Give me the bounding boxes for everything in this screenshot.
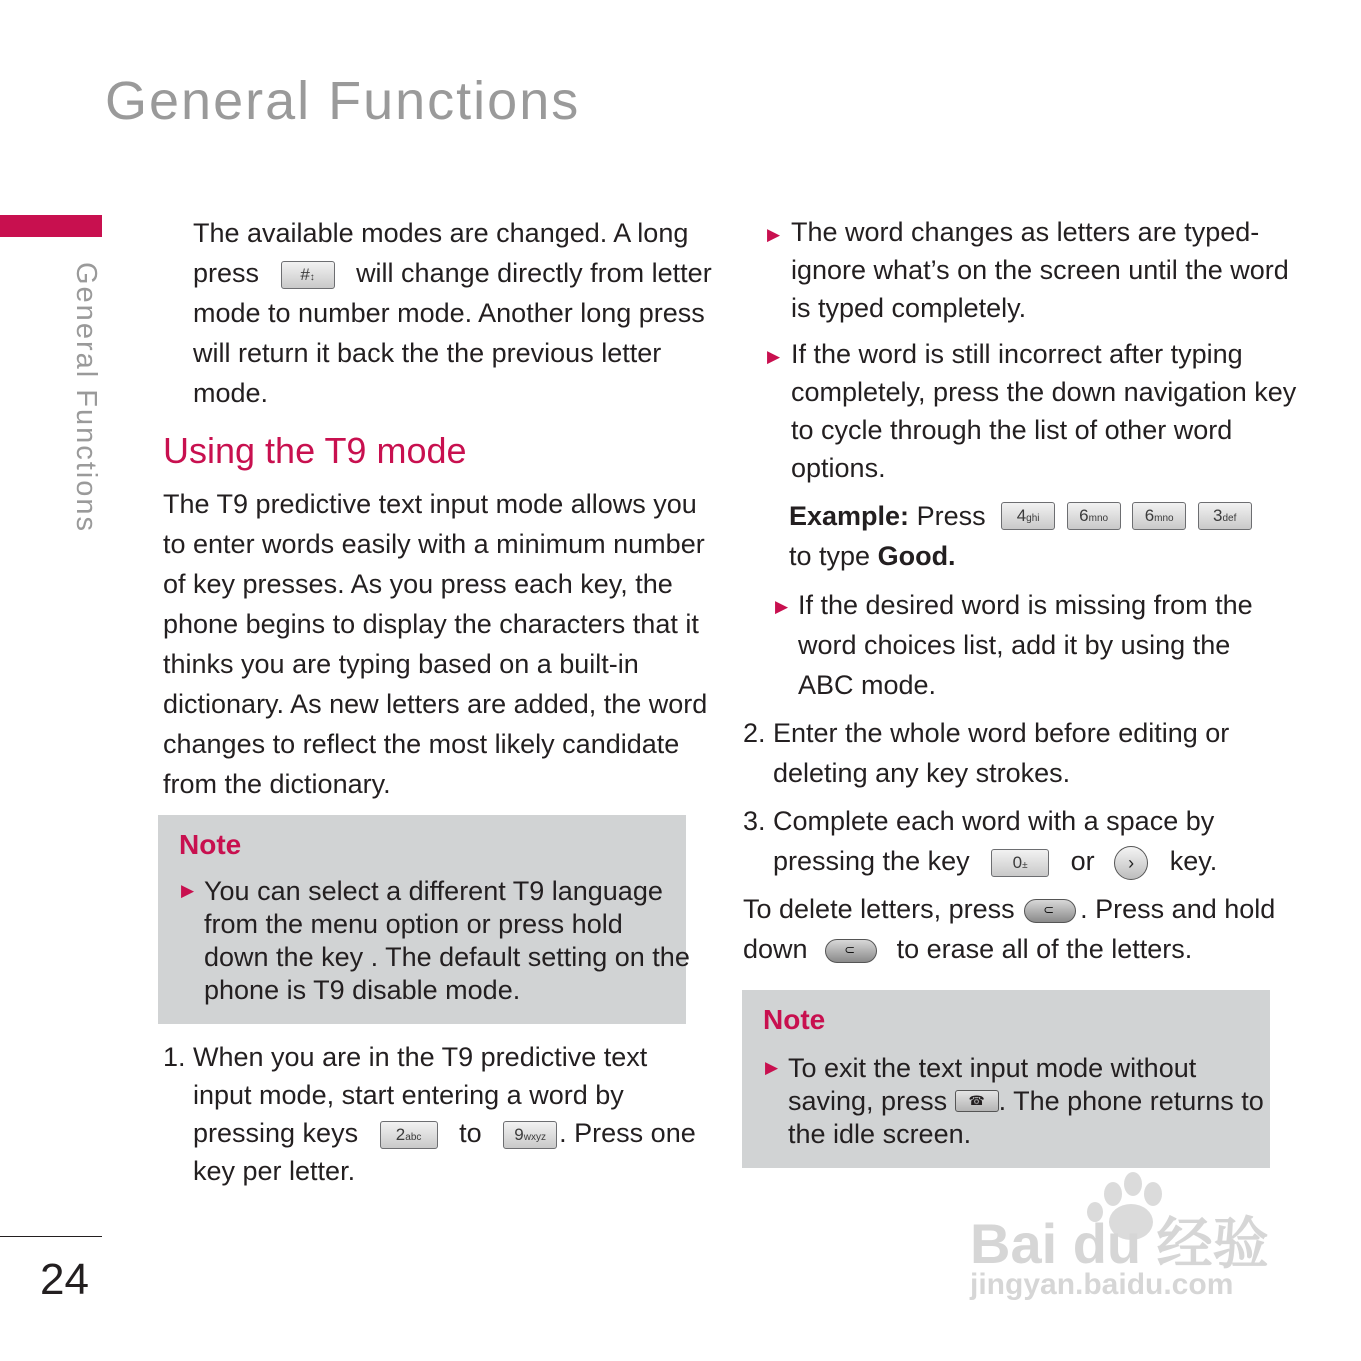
key-label: 2 xyxy=(395,1124,406,1144)
text-line: mode to number mode. Another long press xyxy=(193,298,705,328)
text-line: of key presses. As you press each key, the xyxy=(163,569,673,599)
key-label: 9 xyxy=(514,1124,524,1144)
key-9-icon xyxy=(503,1121,557,1149)
section-heading: Using the T9 mode xyxy=(163,430,467,471)
key-label: ⊂ xyxy=(1043,901,1055,917)
hash-key-icon: #↕ xyxy=(281,261,335,289)
text-fragment: or xyxy=(1070,846,1095,876)
text-line: When you are in the T9 predictive text xyxy=(193,1042,648,1072)
text-line: options. xyxy=(791,453,886,483)
text-line: You can select a different T9 language xyxy=(204,876,663,906)
text-line: from the menu option or press hold xyxy=(204,909,623,939)
key-4-icon xyxy=(1001,502,1055,530)
watermark-logo xyxy=(965,1160,1285,1310)
clear-key-icon xyxy=(825,939,877,963)
key-label: 4 xyxy=(1016,505,1027,525)
text-line xyxy=(788,1085,1264,1118)
step-3 xyxy=(743,801,1217,881)
note-box-right xyxy=(742,990,1270,1168)
page-number: 24 xyxy=(40,1255,89,1304)
text-line xyxy=(789,536,1252,576)
key-label: # xyxy=(300,264,310,284)
text-line: down the key . The default setting on the xyxy=(204,942,690,972)
bullet-arrow-icon: ▶ xyxy=(775,597,789,616)
text-line xyxy=(743,889,1275,929)
text-line: Complete each word with a space by xyxy=(773,806,1215,836)
text-line: from the dictionary. xyxy=(163,769,391,799)
key-label: 6 xyxy=(1079,505,1089,525)
key-sublabel: mno xyxy=(1154,512,1174,524)
text-fragment: to type xyxy=(789,541,871,571)
text-line: word choices list, add it by using the xyxy=(798,630,1231,660)
text-line: completely, press the down navigation key xyxy=(791,377,1297,407)
bullet-incorrect-word xyxy=(791,335,1296,487)
text-line: The available modes are changed. A long xyxy=(193,218,689,248)
text-line: The T9 predictive text input mode allows you xyxy=(163,489,697,519)
text-line xyxy=(773,841,1217,881)
note-title: Note xyxy=(763,1004,826,1035)
text-line: ABC mode. xyxy=(798,670,937,700)
key-label: › xyxy=(1128,852,1135,873)
text-line xyxy=(743,929,1275,969)
sidebar-section-label: General Functions xyxy=(70,262,102,533)
nav-right-key-icon xyxy=(1114,846,1148,880)
step-1 xyxy=(163,1038,696,1190)
note-title: Note xyxy=(179,829,242,860)
text-fragment: press xyxy=(193,258,260,288)
text-fragment: to erase all of the letters. xyxy=(896,934,1193,964)
key-label: ⊂ xyxy=(844,941,855,957)
text-fragment: to xyxy=(459,1118,482,1148)
key-label: 3 xyxy=(1212,505,1223,525)
text-fragment: down xyxy=(743,934,808,964)
key-sublabel: ghi xyxy=(1026,512,1040,524)
bullet-arrow-icon: ▶ xyxy=(765,1058,779,1077)
example-word: Good. xyxy=(877,541,956,571)
text-fragment: . Press one xyxy=(559,1118,696,1148)
text-line: is typed completely. xyxy=(791,293,1027,323)
footer-rule xyxy=(0,1236,102,1237)
note-body xyxy=(788,1052,1264,1151)
text-line: key per letter. xyxy=(193,1156,356,1186)
text-line: mode. xyxy=(193,378,269,408)
bullet-arrow-icon: ▶ xyxy=(767,347,781,366)
text-line: deleting any key strokes. xyxy=(773,758,1071,788)
key-sublabel: mno xyxy=(1088,512,1109,524)
text-line: ignore what’s on the screen until the word xyxy=(791,255,1289,285)
text-line: If the desired word is missing from the xyxy=(798,590,1253,620)
bullet-word-changes xyxy=(791,213,1289,327)
key-sublabel: wxyz xyxy=(523,1131,546,1143)
text-fragment: . Press and hold xyxy=(1080,894,1276,924)
text-line: To exit the text input mode without xyxy=(788,1053,1197,1083)
step-number: 2. xyxy=(743,718,766,748)
key-sublabel: abc xyxy=(405,1131,422,1143)
text-fragment: To delete letters, press xyxy=(743,894,1015,924)
text-line xyxy=(193,253,712,293)
text-fragment: pressing keys xyxy=(193,1118,359,1148)
end-key-icon xyxy=(955,1090,999,1112)
bullet-arrow-icon: ▶ xyxy=(181,881,195,900)
key-sublabel: def xyxy=(1222,512,1237,524)
text-fragment: . The phone returns to xyxy=(998,1086,1264,1116)
step-number: 1. xyxy=(163,1042,186,1072)
watermark-url: jingyan.baidu.com xyxy=(970,1268,1234,1301)
text-line: If the word is still incorrect after typing xyxy=(791,339,1243,369)
step-number: 3. xyxy=(743,806,766,836)
text-line: changes to reflect the most likely candidate xyxy=(163,729,680,759)
text-fragment: will change directly from letter xyxy=(356,258,712,288)
key-label: 6 xyxy=(1144,505,1155,525)
step-2 xyxy=(743,713,1229,793)
intro-paragraph xyxy=(193,213,712,413)
note-box-left xyxy=(158,815,690,1024)
key-6-icon xyxy=(1067,502,1121,530)
text-line: will return it back the the previous letter xyxy=(193,338,662,368)
text-line: Enter the whole word before editing or xyxy=(773,718,1230,748)
text-line: phone is T9 disable mode. xyxy=(204,975,521,1005)
bullet-arrow-icon: ▶ xyxy=(767,225,781,244)
key-0-icon: 0± xyxy=(991,849,1049,877)
key-label: ☎ xyxy=(968,1092,985,1108)
watermark-brand: Bai du 经验 xyxy=(970,1212,1269,1275)
text-line: dictionary. As new letters are added, the word xyxy=(163,689,708,719)
text-fragment: key. xyxy=(1169,846,1218,876)
note-body xyxy=(204,875,690,1007)
key-3-icon xyxy=(1198,502,1252,530)
text-fragment: saving, press xyxy=(788,1086,948,1116)
text-line xyxy=(193,1114,696,1152)
text-line: to cycle through the list of other word xyxy=(791,415,1233,445)
key-label: 0 xyxy=(1012,852,1023,872)
text-line: the idle screen. xyxy=(788,1119,972,1149)
example-line xyxy=(789,496,1252,576)
text-line: to enter words easily with a minimum number xyxy=(163,529,705,559)
page-title: General Functions xyxy=(105,71,581,131)
text-line: The word changes as letters are typed- xyxy=(791,217,1260,247)
text-line: input mode, start entering a word by xyxy=(193,1080,624,1110)
text-fragment: pressing the key xyxy=(773,846,970,876)
text-fragment: Press xyxy=(916,501,986,531)
clear-key-icon xyxy=(1024,899,1076,923)
key-2-icon xyxy=(380,1121,438,1149)
key-6-icon xyxy=(1132,502,1186,530)
delete-instructions xyxy=(743,889,1275,969)
text-line: phone begins to display the characters that it xyxy=(163,609,699,639)
bullet-missing-word xyxy=(798,585,1253,705)
example-label: Example: xyxy=(789,501,910,531)
text-line: thinks you are typing based on a built-in xyxy=(163,649,639,679)
t9-description xyxy=(163,484,707,804)
section-marker-bar xyxy=(0,215,102,237)
